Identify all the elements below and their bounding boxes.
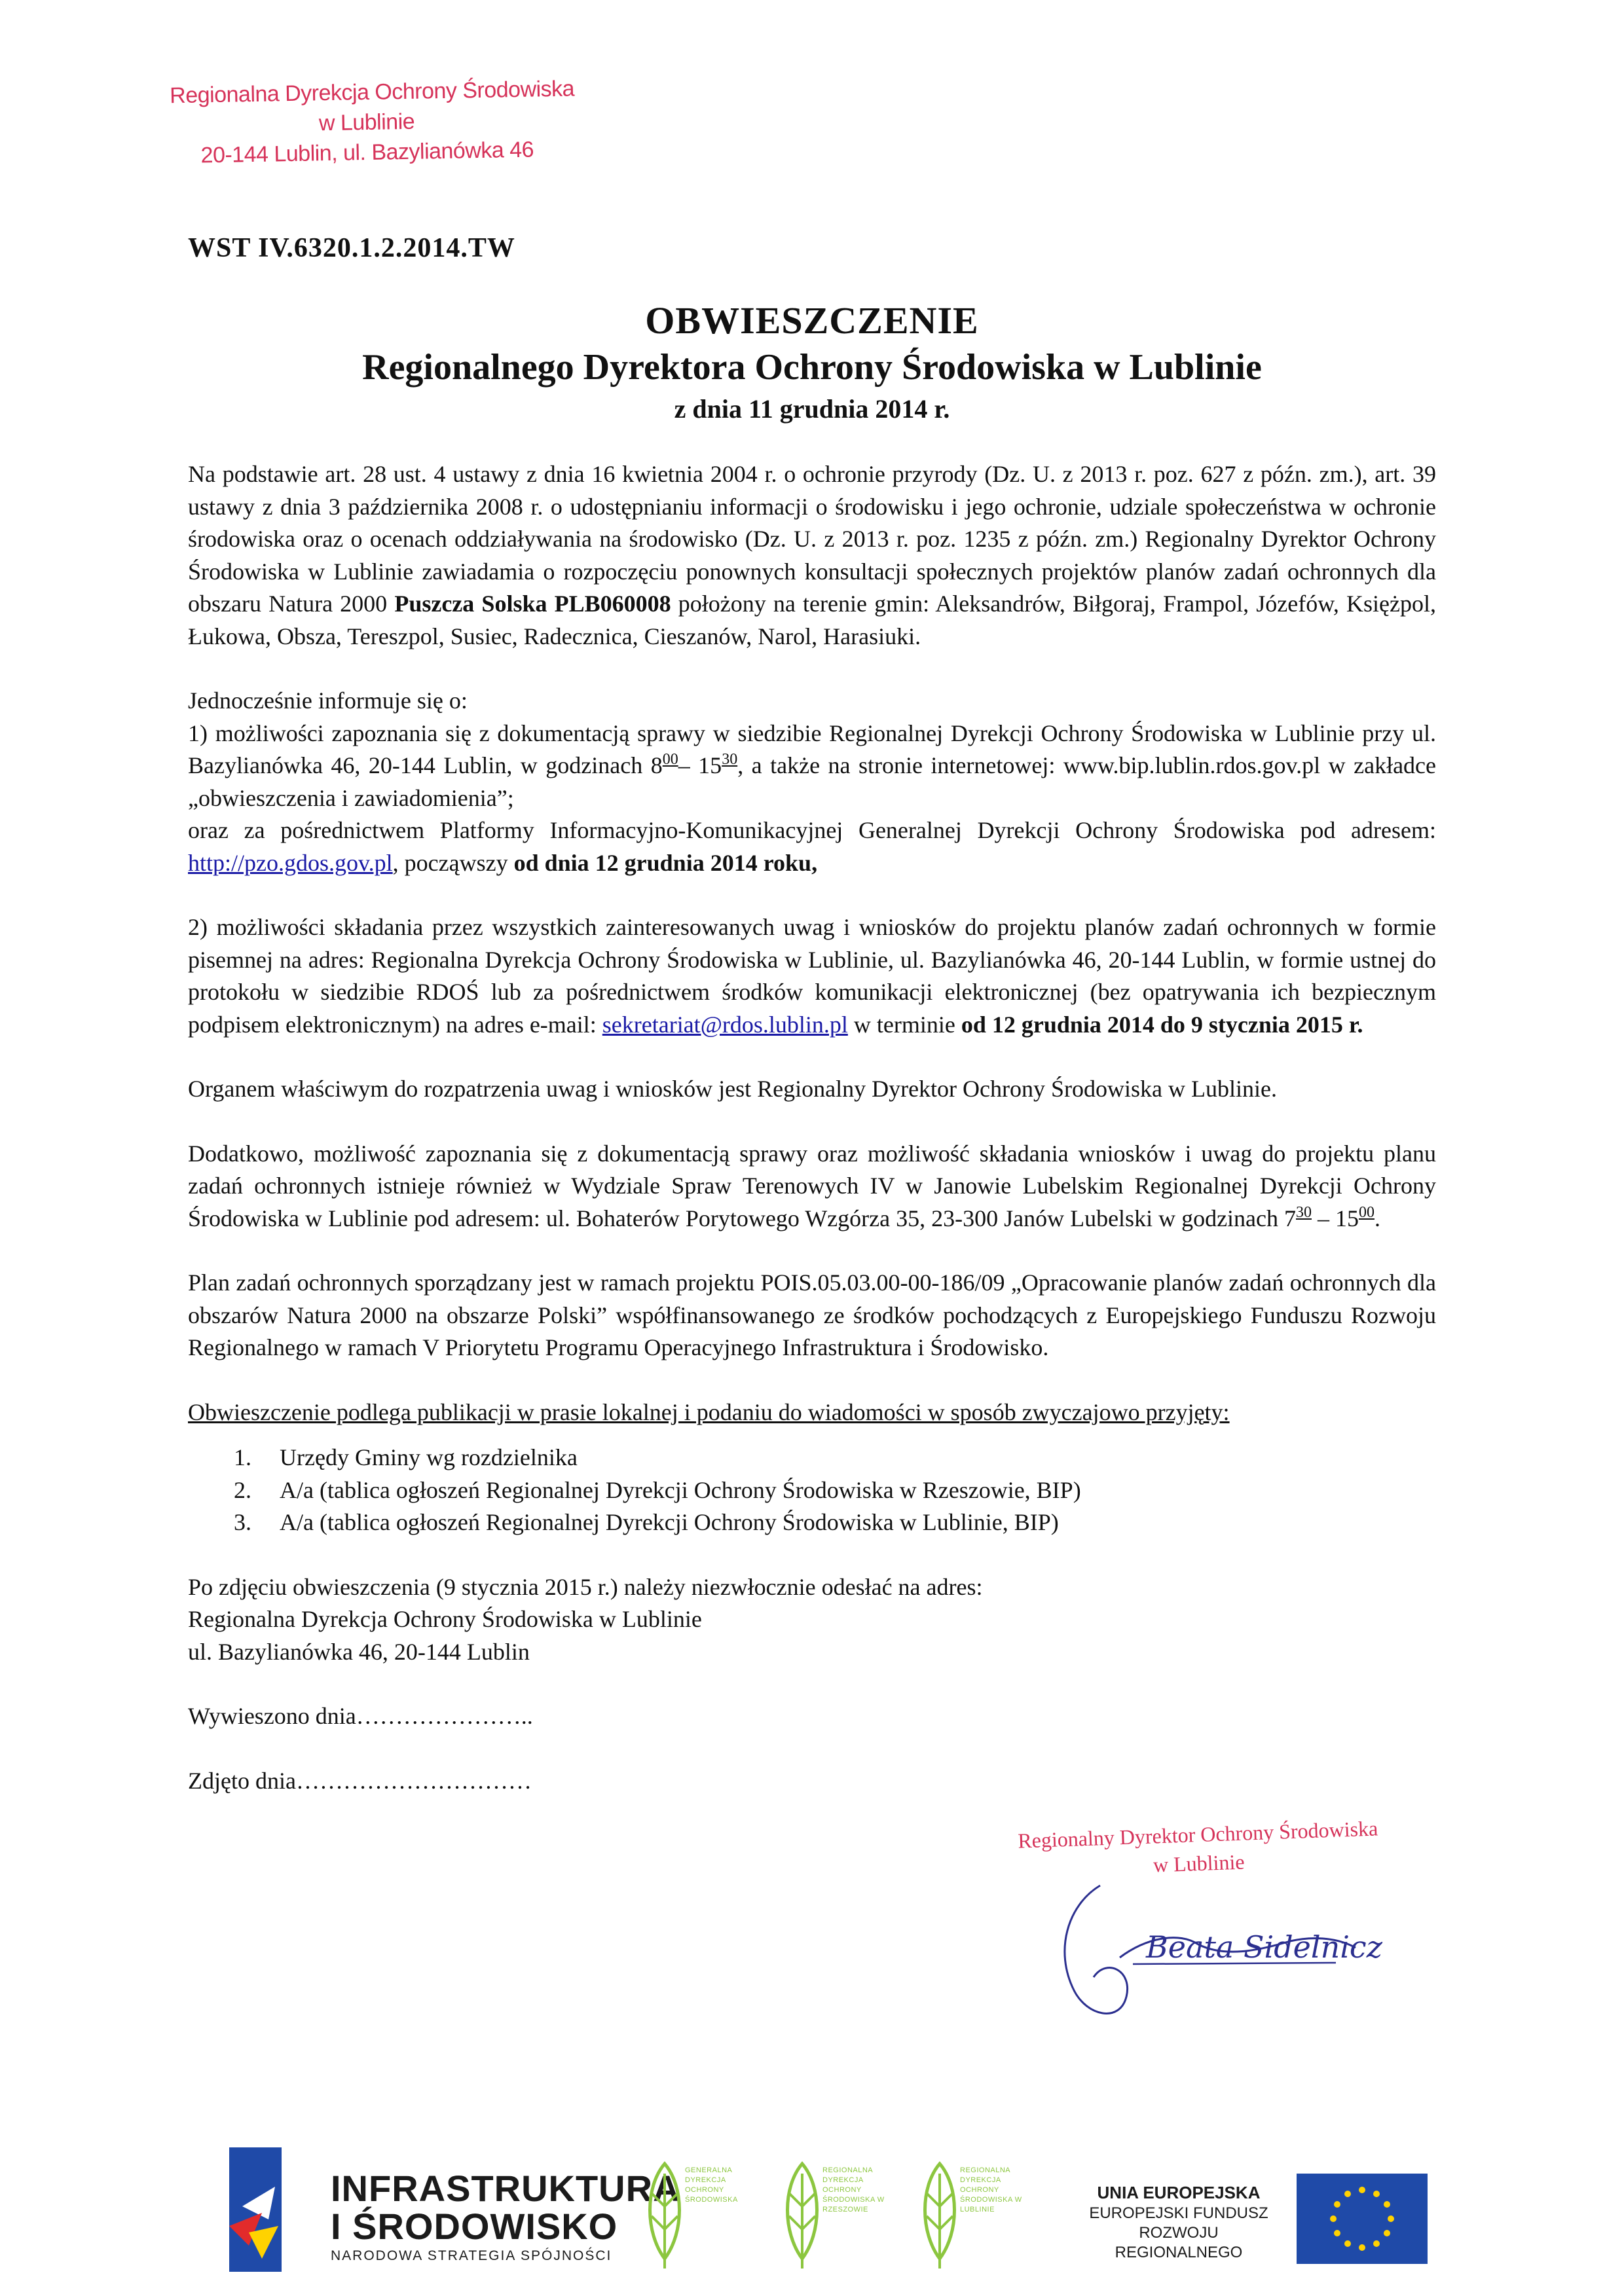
- text: Jednocześnie informuje się o:: [188, 687, 468, 714]
- removed-date-field: Zdjęto dnia…………………………: [188, 1767, 532, 1794]
- text: , a także na stronie internetowej: www.bip.lublin.rdos.gov.pl w zakładce „obwieszczenia i zawiadomienia”;: [188, 752, 1437, 811]
- office-stamp-top: [169, 74, 575, 171]
- leaf-icon: [917, 2160, 963, 2272]
- superscript: 30: [722, 751, 738, 768]
- leaf-icon: [779, 2160, 825, 2272]
- text: 1) możliwości zapoznania się z dokumentacją sprawy w siedzibie Regionalnej Dyrekcji Ochrony Środowiska w Lublinie przy ul. Bazylianówka 46, 20-144 Lublin, w godzinach 8: [188, 720, 1436, 778]
- stamp-line-2: w Lublinie: [318, 109, 415, 136]
- posted-date-field: Wywieszono dnia…………………..: [188, 1703, 533, 1729]
- text: – 15: [678, 752, 722, 778]
- document-body: [188, 458, 1436, 1797]
- list-text: A/a (tablica ogłoszeń Regionalnej Dyrekcji Ochrony Środowiska w Rzeszowie, BIP): [280, 1476, 1081, 1503]
- list-number: 1.: [234, 1444, 251, 1470]
- email-link[interactable]: sekretariat@rdos.lublin.pl: [602, 1011, 848, 1038]
- eu-line-1: UNIA EUROPEJSKA: [1097, 2183, 1261, 2202]
- handwritten-signature: [1028, 1859, 1395, 2030]
- text: położony na terenie gmin: Aleksandrów, Biłgoraj, Frampol, Józefów, Księżpol, Łukowa, Obsza, Tereszpol, Susiec, Radecznica, Cieszanów, Narol, Harasiuki.: [188, 591, 1436, 649]
- paragraph-legal-basis: [188, 458, 1436, 653]
- leaf-label: REGIONALNA DYREKCJA OCHRONY ŚRODOWISKA W RZESZOWIE: [822, 2166, 885, 2214]
- eu-fund-text: [1080, 2181, 1277, 2263]
- list-number: 3.: [234, 1509, 251, 1535]
- text: .: [1375, 1205, 1380, 1231]
- text: 2) możliwości składania przez wszystkich zainteresowanych uwag i wniosków do projektu planów zadań ochronnych w formie pisemnej na adres: Regionalna Dyrekcja Ochrony Środowiska w Lublinie, ul. Bazylianówka 46, 20-144 Lublin, w formie ustnej do protokołu w siedzibie RDOŚ lub za pośrednictwem środków komunikacji elektronicznej (bez opatrywania ich bezpiecznym podpisem elektronicznym) na adres e-mail:: [188, 914, 1436, 1038]
- text: ul. Bazylianówka 46, 20-144 Lublin: [188, 1638, 530, 1665]
- paragraph-authority: Organem właściwym do rozpatrzenia uwag i wniosków jest Regionalny Dyrektor Ochrony Środowiska w Lublinie.: [188, 1076, 1277, 1102]
- is-line-3: NARODOWA STRATEGIA SPÓJNOŚCI: [331, 2248, 612, 2263]
- text: oraz za pośrednictwem Platformy Informacyjno-Komunikacyjnej Generalnej Dyrekcji Ochrony Środowiska pod adresem:: [188, 817, 1436, 843]
- text: Dodatkowo, możliwość zapoznania się z dokumentacją sprawy oraz możliwość składania wniosków i uwag do projektu planu zadań ochronnych istnieje również w Wydziale Spraw Terenowych IV w Janowie Lubelskim Regionalnej Dyrekcji Ochrony Środowiska w Lublinie pod adresem: ul. Bohaterów Porytowego Wzgórza 35, 23-300 Janów Lubelski w godzinach 7: [188, 1140, 1436, 1231]
- stamp-line-1: Regionalna Dyrekcja Ochrony Środowiska: [169, 76, 575, 109]
- gdos-logo: [642, 2160, 766, 2272]
- list-item: [188, 1506, 1436, 1539]
- paragraph-additional: [188, 1138, 1436, 1235]
- rdos-lublin-logo: [917, 2160, 1041, 2272]
- sig-stamp-line-1: Regionalny Dyrektor Ochrony Środowiska: [1017, 1816, 1378, 1853]
- superscript: 00: [662, 751, 678, 768]
- leaf-label: GENERALNA DYREKCJA OCHRONY ŚRODOWISKA: [685, 2166, 738, 2204]
- footer-logos: [223, 2147, 1428, 2278]
- is-line-2: I ŚRODOWISKO: [331, 2206, 618, 2247]
- eu-flag-icon: [1297, 2174, 1428, 2264]
- leaf-label: REGIONALNA DYREKCJA OCHRONY ŚRODOWISKA W LUBLINIE: [960, 2166, 1022, 2214]
- superscript: 30: [1296, 1203, 1312, 1221]
- return-address: [188, 1571, 1436, 1669]
- title-line-2: Regionalnego Dyrektora Ochrony Środowiska w Lublinie: [362, 347, 1262, 388]
- publication-note: Obwieszczenie podlega publikacji w prasie lokalnej i podaniu do wiadomości w sposób zwyczajowo przyjęty:: [188, 1398, 1230, 1425]
- deadline: od 12 grudnia 2014 do 9 stycznia 2015 r.: [961, 1011, 1363, 1038]
- case-reference: WST IV.6320.1.2.2014.TW: [188, 233, 515, 263]
- leaf-icon: [642, 2160, 688, 2272]
- paragraph-submissions: [188, 911, 1436, 1041]
- title-line-1: OBWIESZCZENIE: [645, 299, 979, 342]
- list-text: Urzędy Gminy wg rozdzielnika: [280, 1444, 578, 1470]
- eu-line-2: EUROPEJSKI FUNDUSZ: [1089, 2204, 1268, 2222]
- text: – 15: [1312, 1205, 1359, 1231]
- is-line-1: INFRASTRUKTURA: [331, 2168, 680, 2209]
- pzo-link[interactable]: http://pzo.gdos.gov.pl: [188, 849, 393, 876]
- title-date: z dnia 11 grudnia 2014 r.: [674, 394, 950, 424]
- text: w terminie: [847, 1011, 961, 1038]
- start-date: od dnia 12 grudnia 2014 roku,: [513, 849, 818, 876]
- document-title: [188, 298, 1436, 428]
- cohesion-strategy-text: [331, 2170, 680, 2264]
- site-name: Puszcza Solska PLB060008: [394, 591, 671, 617]
- text: , począwszy: [392, 849, 514, 876]
- text: Po zdjęciu obwieszczenia (9 stycznia 2015 r.) należy niezwłocznie odesłać na adres:: [188, 1573, 983, 1600]
- distribution-list: [188, 1442, 1436, 1539]
- list-number: 2.: [234, 1476, 251, 1503]
- stamp-line-3: 20-144 Lublin, ul. Bazylianówka 46: [200, 137, 534, 168]
- cohesion-strategy-logo-icon: [223, 2147, 288, 2272]
- list-item: [188, 1442, 1436, 1474]
- signature-text: Beata Sidelnicz: [1146, 1929, 1382, 1965]
- text: Regionalna Dyrekcja Ochrony Środowiska w Lublinie: [188, 1606, 702, 1632]
- list-item: [188, 1474, 1436, 1507]
- paragraph-project: Plan zadań ochronnych sporządzany jest w ramach projektu POIS.05.03.00-00-186/09 „Opracowanie planów zadań ochronnych dla obszarów Natura 2000 na obszarze Polski” współfinansowanego ze środków pochodzących z Europejskiego Funduszu Rozwoju Regionalnego w ramach V Priorytetu Programu Operacyjnego Infrastruktura i Środowisko.: [188, 1269, 1436, 1360]
- eu-line-3: ROZWOJU REGIONALNEGO: [1115, 2224, 1243, 2261]
- list-text: A/a (tablica ogłoszeń Regionalnej Dyrekcji Ochrony Środowiska w Lublinie, BIP): [280, 1509, 1059, 1535]
- sig-stamp-line-2: w Lublinie: [1153, 1850, 1246, 1877]
- text: Na podstawie art. 28 ust. 4 ustawy z dnia 16 kwietnia 2004 r. o ochronie przyrody (Dz. U. z 2013 r. poz. 627 z późn. zm.), art. 39 ustawy z dnia 3 października 2008 r. o udostępnianiu informacji o środowisku i jego ochronie, udziale społeczeństwa w ochronie środowiska oraz o ocenach oddziaływania na środowisko (Dz. U. z 2013 r. poz. 1235 z późn. zm.) Regionalny Dyrektor Ochrony Środowiska w Lublinie zawiadamia o rozpoczęciu ponownych konsultacji społecznych projektów planów zadań ochronnych dla obszaru Natura 2000: [188, 461, 1436, 617]
- superscript: 00: [1359, 1203, 1375, 1221]
- rdos-rzeszow-logo: [779, 2160, 904, 2272]
- paragraph-information: [188, 685, 1436, 879]
